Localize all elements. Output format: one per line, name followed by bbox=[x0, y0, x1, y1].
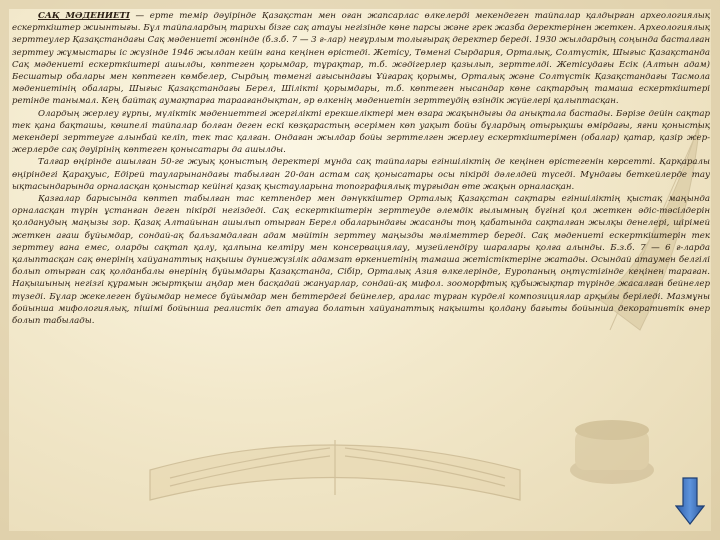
next-slide-button[interactable] bbox=[675, 476, 705, 526]
article-term: САҚ МӘДЕНИЕТІ bbox=[38, 11, 130, 21]
paragraph-2: Олардың жерлеу ғұрпы, мүліктік мәдениеттегі жергілікті ерекшеліктері мен өзара жақындығы да анықтала бастады. Бәрізе дейін сақтар тек қана бақташы, көшпелі тайпалар болған деген ескі көзқарастың әсерімен көп уақыт бойы бұлардың отырықшы өмірдағы, яғни қоныстық мекендері зерттеуге алынбай келіп, тек тас қалған. Ондаған жылдар бойы зерттелген жерлеу ескерткіштерімен (обалар) қатар, қазір жер-жерлерде сақ дәуірінің көптеген қонысатары да ашылды. bbox=[12, 108, 710, 156]
inkwell-illustration bbox=[570, 420, 654, 484]
down-arrow-icon bbox=[675, 476, 705, 526]
paragraph-1 bbox=[12, 10, 710, 108]
article-text bbox=[12, 10, 710, 327]
paragraph-4: Қазғалар барысында көптеп табылған тас кетпендер мен дәнүккіштер Орталық Қазақстан сақтары егіншіліктің қыстақ маңында орналасқан түрін ұстанған деген пікірді негіздеді. Сақ ескерткіштерін зерттеуде әлемдік ғылымның бүгінгі қол жеткен әдіс-тәсілдерін қолданудың маңызы зор. Қазақ Алтайынан ашылып отырған Берел обаларындағы жасанды тоң қабатында сақталған жылқы денелері, шірімей жеткен ағаш бұйымдар, сондай-ақ бальзамдалған адам мәйітін зерттеу маңызды мәліметтер береді. Сақ мәдениеті ескерткіштерін тек зерттеу ғана емес, оларды сақтап қалу, қалпына келтіру мен консервациялау, музейлендіру шаралары қолға алынды. Б.з.б. 7 — 6 ғ-ларда қалыптасқан сақ өнерінің хайуанаттық нақышы дүниежүзілік адамзат өркениетінің тамаша жетістіктеріне жатады. Осындай атаумен белгілі болып отырған сақ қолданбалы өнерінің бұйымдары Қазақстанда, Сібір, Орталық Азия өлкелерінде, Еуропаның оңтүстігінде кеңінен тараған. Нақышының негізгі құрамын жыртқыш аңдар мен басқадай жануарлар, сондай-ақ мифол. зооморфтық құбыжықтар түрінде жасалған бейнелер түзеді. Бұлар жекелеген бұйымдар немесе бұйымдар мен беттердегі бейнелер, аралас тұрған күрделі композициялар арқылы беріледі. Мазмұны бойынша мифологиялық, пішімі бойынша реалистік деп атауға болатын хайуанаттық нақышты қолдану бағыты бойынша декоративтік өнер болып табылады. bbox=[12, 194, 710, 327]
paragraph-1-text: — ерте темір дәуірінде Қазақстан мен оған жапсарлас өлкелерді мекендеген тайпалар қалдырған археологиялық ескерткіштер жиынтығы. Бұл тайпалардың тарихы бізге сақ атауы негізінде көне парсы және грек жазба деректерінен жеткен. Археологиялық зерттеулер Қазақстандағы Сақ мәдениеті жөнінде (б.з.б. 7 — 3 ғ-лар) неғұрлым толығырақ деректер береді. 1930 жылдардың соңында басталған зерттеу жұмыстары іс жүзінде 1946 жылдан кейін ғана кеңінен өрістеді. Жетісу, Төменгі Сырдария, Орталық, Солтүстік, Шығыс Қазақстанда Сақ мәдениеті ескерткіштері ашылды, көптеген қорымдар, тұрақтар, т.б. жәдігерлер қазылып, зерттелді. Жетісудағы Есік (Алтын адам) Бесшатыр обалары мен көптеген көмбелер, Сырдың төменгі ағысындағы Ұйғарақ қорымы, Орталық және Солтүстік Қазақстандағы Тасмола мәдениетінің обалары, Шығыс Қазақстандағы Берел, Шілікті қорымдары, т.б. көптеген нысандар көне сақтардың тамаша ескерткіштері ретінде танымал. Кең байтақ аумақтарға тараағандықтан, әр өлкенің мәдениетін зерттеудің өзіндік жүйелері қалыптасқан. bbox=[12, 11, 710, 107]
paragraph-3: Талғар өңірінде ашылған 50-ге жуық қоныстың деректері мұнда сақ тайпалары егіншіліктің де кеңінен өрістегенін көрсетті. Қарқаралы өңіріндегі Қарақуыс, Едірей тауларынандағы табылған 20-дан астам сақ қонысатары осы пікірді дәлелдей түседі. Мұндағы беткейлерде тау ықтасындарында орналасқан қоныстар кейінгі қазақ қыстауларына топографиялық тұрғыдан өте жақын орналасқан. bbox=[12, 157, 710, 192]
book-illustration bbox=[150, 440, 520, 500]
